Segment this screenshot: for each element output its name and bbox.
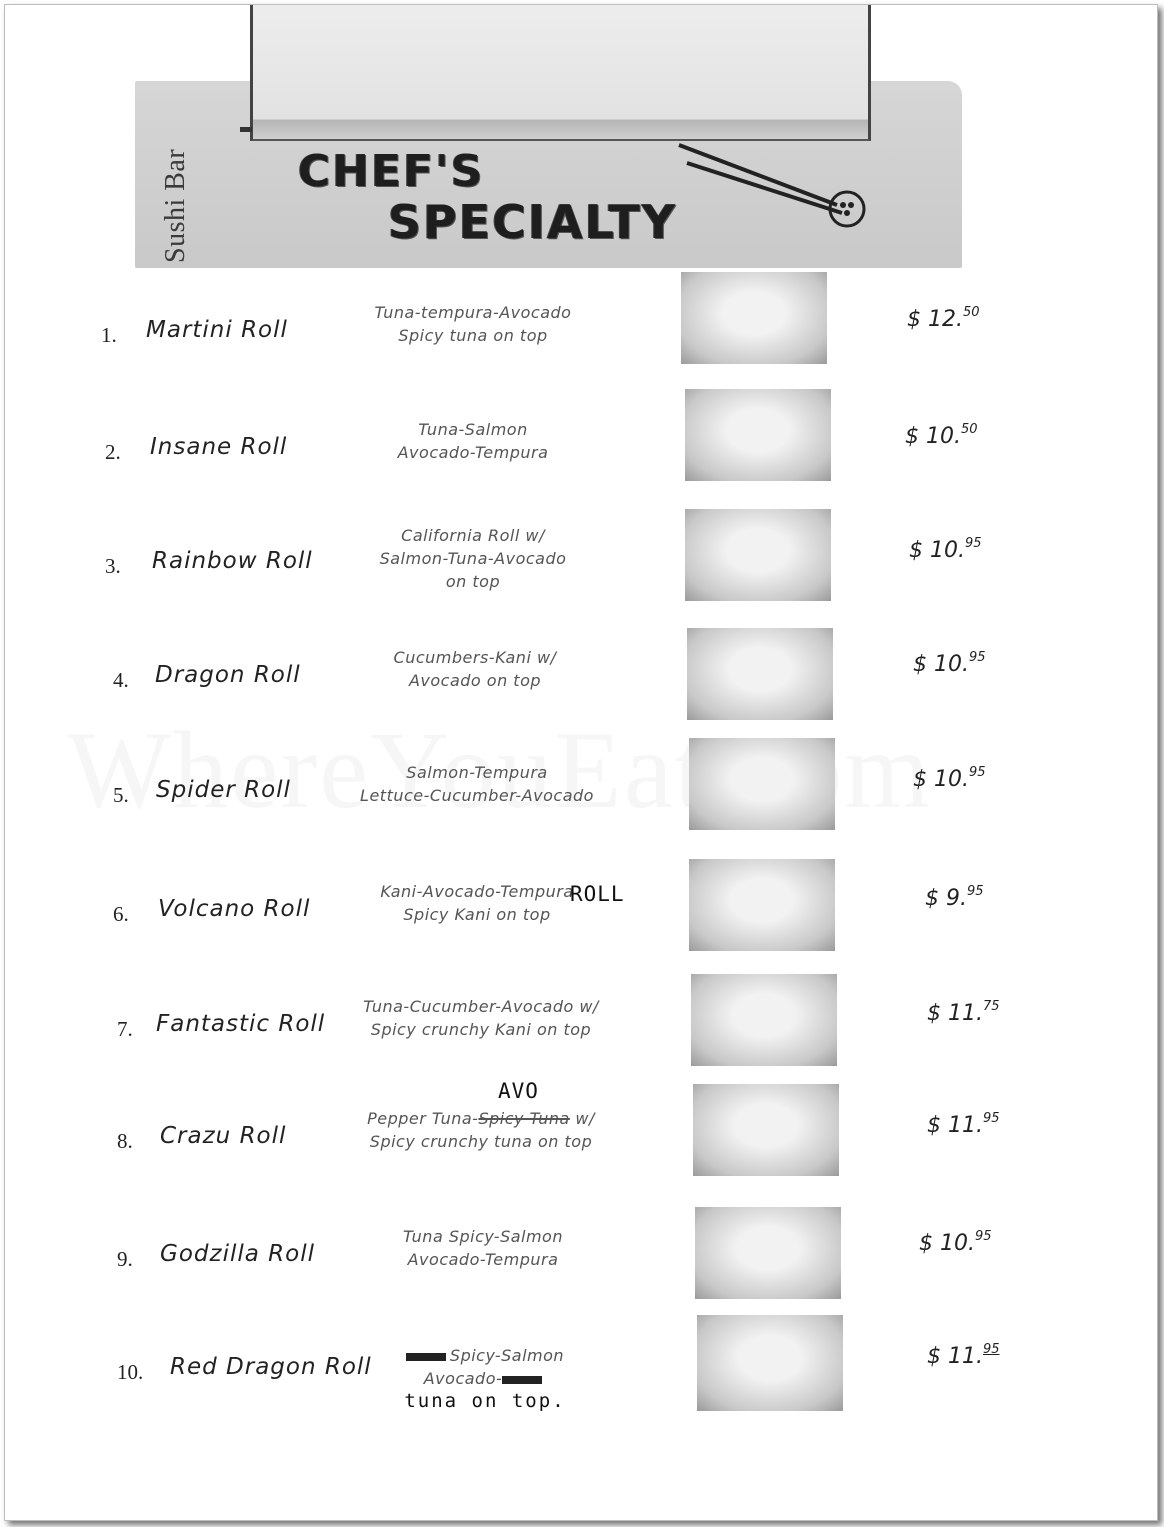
item-name: Spider Roll bbox=[156, 777, 291, 803]
price-dollars: $ 10. bbox=[905, 424, 961, 449]
roll-photo bbox=[685, 389, 831, 481]
item-description bbox=[333, 1225, 633, 1271]
struck-text: Spicy Tuna bbox=[478, 1109, 570, 1128]
header-photo bbox=[250, 5, 871, 141]
item-number: 4. bbox=[113, 668, 129, 692]
chopsticks-icon bbox=[677, 143, 877, 233]
price-cents: 50 bbox=[960, 422, 978, 437]
item-name: Godzilla Roll bbox=[160, 1241, 315, 1267]
item-name: Volcano Roll bbox=[158, 896, 311, 922]
item-price bbox=[907, 305, 980, 332]
roll-photo bbox=[689, 859, 835, 951]
price-dollars: $ 10. bbox=[909, 538, 965, 563]
item-name: Fantastic Roll bbox=[156, 1011, 326, 1037]
roll-photo bbox=[689, 738, 835, 830]
desc-line bbox=[331, 1107, 631, 1130]
menu-item bbox=[5, 1079, 1157, 1239]
item-description bbox=[323, 524, 623, 593]
desc-line bbox=[335, 1344, 635, 1367]
desc-line: California Roll w/ bbox=[401, 526, 545, 545]
desc-line: Tuna-tempura-Avocado bbox=[374, 303, 572, 322]
item-price bbox=[913, 650, 986, 677]
item-description bbox=[335, 1344, 635, 1413]
price-dollars: $ 10. bbox=[913, 652, 969, 677]
price-cents: 50 bbox=[962, 305, 980, 320]
price-dollars: $ 9. bbox=[925, 886, 967, 911]
desc-line: Spicy crunchy tuna on top bbox=[369, 1132, 593, 1151]
desc-line: Kani-Avocado-Tempura bbox=[380, 882, 574, 901]
menu-item bbox=[5, 763, 1157, 893]
desc-line: Tuna Spicy-Salmon bbox=[403, 1227, 563, 1246]
desc-line: Avocado-Tempura bbox=[407, 1250, 559, 1269]
roll-photo bbox=[695, 1207, 841, 1299]
price-cents: 95 bbox=[966, 884, 984, 899]
roll-photo bbox=[697, 1315, 843, 1411]
roll-photo bbox=[685, 509, 831, 601]
item-number: 7. bbox=[117, 1017, 133, 1041]
desc-text: Spicy-Salmon bbox=[449, 1346, 565, 1365]
price-dollars: $ 12. bbox=[907, 307, 963, 332]
desc-line: Avocado-Tempura bbox=[397, 443, 549, 462]
item-name: Crazu Roll bbox=[160, 1123, 287, 1149]
price-dollars: $ 11. bbox=[927, 1344, 983, 1369]
item-price bbox=[913, 765, 986, 792]
item-number: 5. bbox=[113, 783, 129, 807]
handwritten-insert: AVO bbox=[498, 1079, 539, 1103]
item-description bbox=[323, 418, 623, 464]
item-price bbox=[909, 536, 982, 563]
desc-line: Lettuce-Cucumber-Avocado bbox=[360, 786, 594, 805]
item-price bbox=[927, 999, 1000, 1026]
item-price bbox=[919, 1229, 992, 1256]
desc-line bbox=[335, 1367, 635, 1390]
desc-line: Salmon-Tuna-Avocado bbox=[379, 549, 567, 568]
item-price bbox=[927, 1342, 1000, 1369]
roll-photo bbox=[693, 1084, 839, 1176]
title-specialty: SPECIALTY bbox=[388, 195, 678, 249]
roll-photo bbox=[681, 272, 827, 364]
menu-page bbox=[4, 4, 1158, 1521]
handwritten-line: tuna on top. bbox=[404, 1390, 566, 1412]
desc-line: Tuna-Cucumber-Avocado w/ bbox=[363, 997, 599, 1016]
desc-suffix: w/ bbox=[569, 1109, 595, 1128]
price-cents: 95 bbox=[968, 765, 986, 780]
desc-line: Spicy crunchy Kani on top bbox=[370, 1020, 592, 1039]
item-number: 9. bbox=[117, 1247, 133, 1271]
item-description bbox=[325, 646, 625, 692]
desc-line: Avocado on top bbox=[408, 671, 542, 690]
item-number: 8. bbox=[117, 1129, 133, 1153]
sushi-bar-label: Sushi Bar bbox=[160, 148, 191, 263]
item-name: Rainbow Roll bbox=[152, 548, 313, 574]
price-cents: 95 bbox=[968, 650, 986, 665]
menu-item bbox=[5, 1342, 1157, 1470]
price-dollars: $ 10. bbox=[919, 1231, 975, 1256]
price-cents: 95 bbox=[974, 1229, 992, 1244]
desc-line: Salmon-Tempura bbox=[406, 763, 548, 782]
roll-photo bbox=[691, 974, 837, 1066]
item-number: 1. bbox=[101, 323, 117, 347]
desc-text: Pepper Tuna- bbox=[367, 1109, 479, 1128]
item-number: 3. bbox=[105, 554, 121, 578]
item-number: 2. bbox=[105, 440, 121, 464]
item-price bbox=[905, 422, 978, 449]
price-cents: 95 bbox=[964, 536, 982, 551]
price-dollars: $ 11. bbox=[927, 1001, 983, 1026]
price-cents: 95 bbox=[982, 1342, 1000, 1357]
item-number: 6. bbox=[113, 902, 129, 926]
item-description bbox=[327, 761, 627, 807]
item-number: 10. bbox=[117, 1360, 144, 1384]
item-name: Red Dragon Roll bbox=[170, 1354, 372, 1380]
desc-line: Tuna-Salmon bbox=[418, 420, 528, 439]
scribble-mark bbox=[406, 1353, 446, 1361]
item-description bbox=[323, 301, 623, 347]
item-name: Dragon Roll bbox=[155, 662, 301, 688]
price-cents: 75 bbox=[982, 999, 1000, 1014]
item-description bbox=[331, 1107, 631, 1153]
scribble-mark bbox=[502, 1376, 542, 1384]
desc-line: Spicy tuna on top bbox=[398, 326, 548, 345]
roll-photo bbox=[687, 628, 833, 720]
desc-text: Avocado- bbox=[423, 1369, 503, 1388]
item-price bbox=[927, 1111, 1000, 1138]
handwritten-note: ROLL bbox=[570, 882, 625, 906]
desc-line: on top bbox=[445, 572, 501, 591]
menu-item bbox=[5, 1227, 1157, 1357]
desc-line: Spicy Kani on top bbox=[403, 905, 551, 924]
price-dollars: $ 11. bbox=[927, 1113, 983, 1138]
menu-item bbox=[5, 303, 1157, 433]
price-dollars: $ 10. bbox=[913, 767, 969, 792]
item-price bbox=[925, 884, 984, 911]
item-name: Martini Roll bbox=[146, 317, 288, 343]
item-name: Insane Roll bbox=[150, 434, 288, 460]
desc-line: Cucumbers-Kani w/ bbox=[393, 648, 557, 667]
title-chefs: CHEF'S bbox=[298, 146, 485, 197]
price-cents: 95 bbox=[982, 1111, 1000, 1126]
item-description bbox=[331, 995, 631, 1041]
